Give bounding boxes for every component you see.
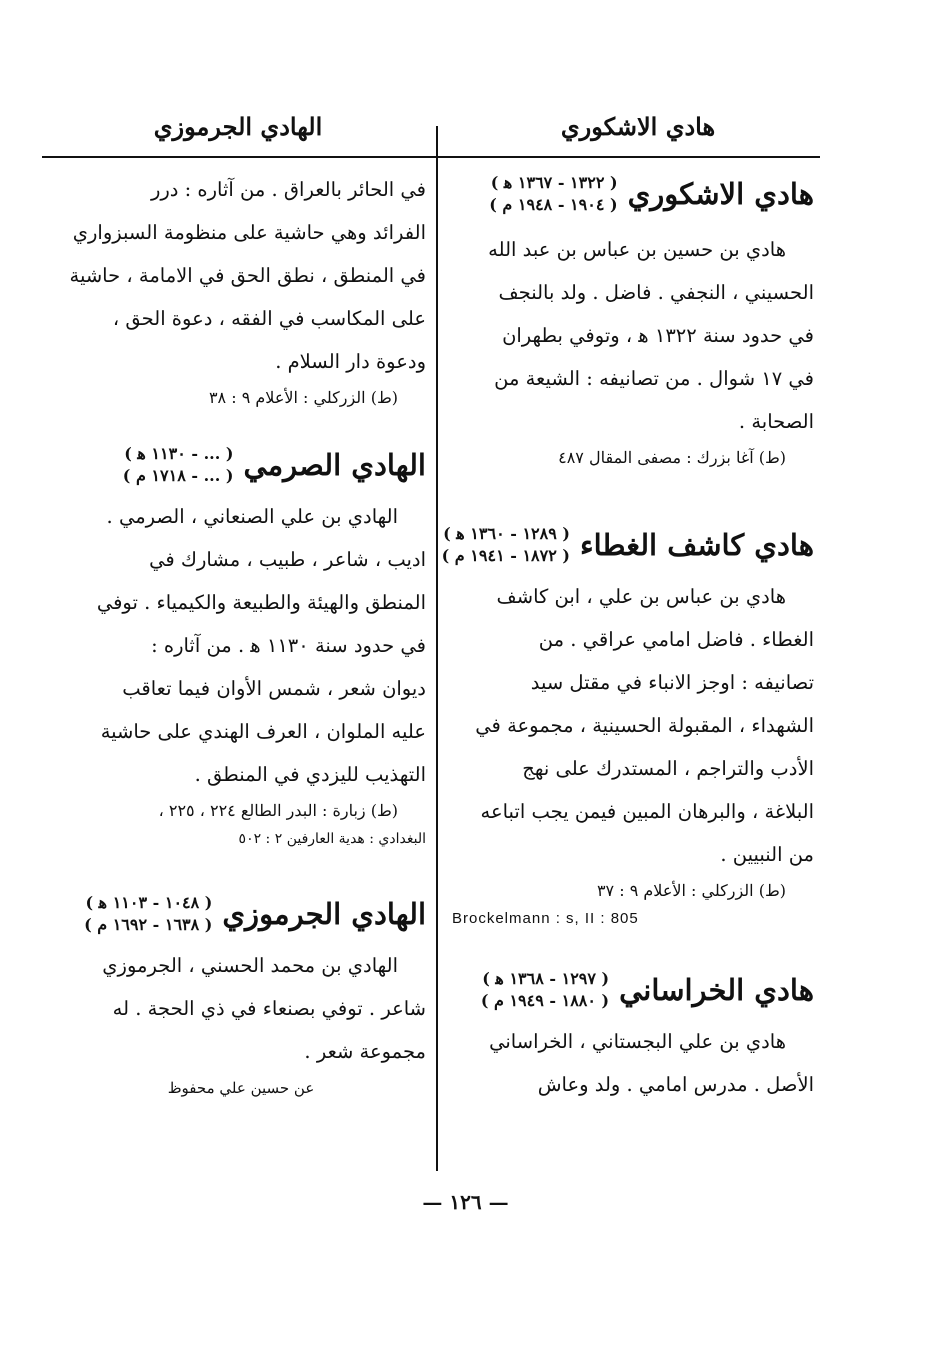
right-column	[441, 168, 814, 1106]
page-number: — ١٢٦ —	[422, 1190, 509, 1214]
contributor-credit: عن حسين علي محفوظ	[167, 1079, 315, 1097]
entry-name: الهادي الجرموزي	[222, 896, 426, 931]
entry-dates	[489, 172, 617, 216]
text-line: ديوان شعر ، شمس الأوان فيما تعاقب	[122, 677, 426, 700]
text-line: مجموعة شعر .	[304, 1040, 426, 1063]
text-line: الغطاء . فاضل امامي عراقي . من	[538, 628, 814, 651]
text-line: البلاغة ، والبرهان المبين فيمن يجب اتباعه	[480, 800, 814, 823]
text-line: في الحائر بالعراق . من آثاره : درر	[150, 178, 426, 201]
text-line: ودعوة دار السلام .	[275, 350, 426, 373]
entry-dates	[84, 892, 212, 936]
running-header-left: الهادي الجرموزي	[153, 112, 323, 141]
hijri-dates: ( ١٠٤٨ - ١١٠٣ ﻫ )	[85, 893, 213, 912]
source-citation: (ط) الزركلي : الأعلام ٩ : ٣٧	[596, 881, 786, 900]
text-line: الصحابة .	[738, 410, 814, 433]
entry-dates	[481, 968, 609, 1012]
running-header-right: هادي الاشكوري	[560, 112, 716, 141]
text-line: في ١٧ شوال . من تصانيفه : الشيعة من	[494, 367, 814, 390]
text-line: شاعر . توفي بصنعاء في ذي الحجة . له	[112, 997, 426, 1020]
entry-dates	[442, 523, 570, 567]
entry-title	[56, 443, 426, 487]
entry-title	[452, 172, 814, 216]
entry-name: هادي الاشكوري	[627, 176, 814, 211]
gregorian-dates: ( ١٦٣٨ - ١٦٩٢ م )	[84, 915, 213, 934]
hijri-dates: ( ١٢٨٩ - ١٣٦٠ ﻫ )	[443, 524, 570, 543]
text-line: هادي بن علي البجستاني ، الخراساني	[489, 1030, 786, 1053]
header-rule	[42, 156, 820, 158]
text-line: التهذيب لليزدي في المنطق .	[194, 763, 426, 786]
text-line: اديب ، شاعر ، طبيب ، مشارك في	[149, 548, 426, 571]
text-line: الهادي بن علي الصنعاني ، الصرمي .	[106, 505, 398, 528]
text-line: في المنطق ، نطق الحق في الامامة ، حاشية	[69, 264, 426, 287]
text-line: عليه الملوان ، العرف الهندي على حاشية	[100, 720, 426, 743]
text-line: الفرائد وهي حاشية على منظومة السبزواري	[72, 221, 426, 244]
text-line: في حدود سنة ١٣٢٢ ﻫ ، وتوفي بطهران	[502, 324, 814, 347]
source-citation: (ط) زبارة : البدر الطالع ٢٢٤ ، ٢٢٥ ،	[158, 801, 398, 820]
text-line: تصانيفه : اوجز الانباء في مقتل سيد	[530, 671, 814, 694]
entry-name: هادي كاشف الغطاء	[579, 527, 814, 562]
entry-title	[56, 892, 426, 936]
text-line: الأدب والتراجم ، المستدرك على نهج	[522, 757, 814, 780]
source-citation: (ط) آغا بزرك : مصفى المقال ٤٨٧	[558, 448, 786, 467]
entry-name: الهادي الصرمي	[243, 447, 426, 482]
hijri-dates: ( ١٢٩٧ - ١٣٦٨ ﻫ )	[482, 969, 610, 988]
hijri-dates: ( ... - ١١٣٠ ﻫ )	[124, 444, 234, 463]
text-line: هادي بن حسين بن عباس بن عبد الله	[488, 238, 786, 261]
source-citation: (ط) الزركلي : الأعلام ٩ : ٣٨	[208, 388, 398, 407]
hijri-dates: ( ١٣٢٢ - ١٣٦٧ ﻫ )	[490, 173, 618, 192]
column-divider	[436, 126, 438, 1171]
entry-title	[441, 523, 814, 567]
source-citation-continued: البغدادي : هدية العارفين ٢ : ٥٠٢	[238, 831, 426, 847]
gregorian-dates: ( ١٩٠٤ - ١٩٤٨ م )	[489, 195, 618, 214]
gregorian-dates: ( ١٨٨٠ - ١٩٤٩ م )	[480, 991, 610, 1010]
left-column	[56, 168, 426, 1103]
entry-title	[452, 968, 814, 1012]
entry-name: هادي الخراساني	[619, 972, 814, 1007]
entry-dates	[123, 443, 234, 487]
text-line: الحسيني ، النجفي . فاضل . ولد بالنجف	[498, 281, 814, 304]
text-line: الأصل . مدرس امامي . ولد وعاش	[537, 1073, 814, 1096]
text-line: على المكاسب في الفقه ، دعوة الحق ،	[112, 307, 426, 330]
text-line: المنطق والهيئة والطبيعة والكيمياء . توفي	[96, 591, 426, 614]
text-line: الشهداء ، المقبولة الحسينية ، مجموعة في	[475, 714, 814, 737]
text-line: في حدود سنة ١١٣٠ ﻫ . من آثاره :	[151, 634, 426, 657]
latin-citation: Brockelmann : s, II : 805	[452, 910, 639, 927]
text-line: هادي بن عباس بن علي ، ابن كاشف	[496, 585, 786, 608]
text-line: الهادي بن محمد الحسني ، الجرموزي	[102, 954, 398, 977]
gregorian-dates: ( ١٨٧٢ - ١٩٤١ م )	[441, 546, 570, 565]
gregorian-dates: ( ... - ١٧١٨ م )	[122, 466, 234, 485]
text-line: من النبيين .	[720, 843, 814, 866]
